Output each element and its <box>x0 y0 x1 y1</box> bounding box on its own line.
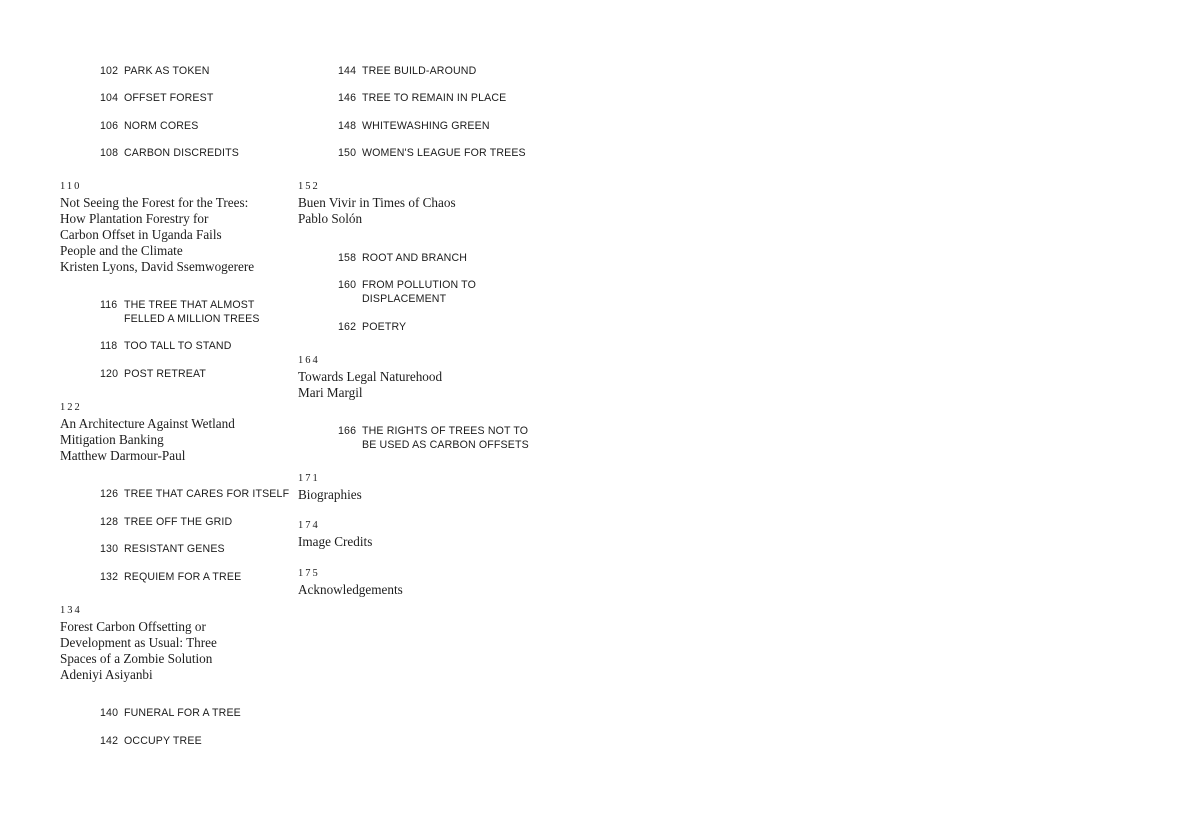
page-number: 166 <box>338 425 357 437</box>
toc-entry[interactable] <box>100 339 232 353</box>
toc-essay-entry[interactable] <box>298 354 442 401</box>
entry-title: PARK AS TOKEN <box>124 65 210 77</box>
page-number: 142 <box>100 735 119 747</box>
essay-title-line: People and the Climate <box>60 243 183 258</box>
page-number: 140 <box>100 707 119 719</box>
toc-entry[interactable] <box>100 487 289 501</box>
essay-title-line: Towards Legal Naturehood <box>298 369 443 384</box>
toc-entry[interactable] <box>100 64 210 78</box>
essay-title-line: Biographies <box>298 487 362 502</box>
essay-author: Kristen Lyons, David Ssemwogerere <box>60 259 255 274</box>
essay-title-line: Acknowledgements <box>298 582 403 597</box>
essay-page-number: 122 <box>60 402 82 413</box>
toc-essay-entry[interactable] <box>298 180 456 227</box>
page-number: 148 <box>338 120 357 132</box>
entry-title: ROOT AND BRANCH <box>362 252 468 264</box>
page-number: 130 <box>100 543 119 555</box>
entry-title: CARBON DISCREDITS <box>124 147 239 159</box>
toc-essay-entry[interactable] <box>298 472 362 503</box>
page-number: 150 <box>338 147 357 159</box>
page-number: 144 <box>338 65 357 77</box>
page-number: 120 <box>100 368 119 380</box>
essay-author: Matthew Darmour-Paul <box>60 448 186 463</box>
entry-title: NORM CORES <box>124 120 199 132</box>
entry-title: FROM POLLUTION TO DISPLACEMENT <box>362 279 476 305</box>
entry-title: TREE TO REMAIN IN PLACE <box>362 92 507 104</box>
toc-entry[interactable] <box>338 278 476 306</box>
essay-page-number: 171 <box>298 473 320 484</box>
essay-page-number: 164 <box>298 355 320 366</box>
essay-page-number: 152 <box>298 181 320 192</box>
entry-title: FUNERAL FOR A TREE <box>124 707 241 719</box>
page-number: 108 <box>100 147 119 159</box>
entry-title: POETRY <box>362 321 407 333</box>
toc-entry[interactable] <box>338 320 406 334</box>
essay-title-line: Mitigation Banking <box>60 432 164 447</box>
entry-title: TREE THAT CARES FOR ITSELF <box>124 488 290 500</box>
essay-page-number: 110 <box>60 181 82 192</box>
page-number: 132 <box>100 571 119 583</box>
toc-entry[interactable] <box>338 424 529 452</box>
toc-entry[interactable] <box>100 515 232 529</box>
essay-title-line: Spaces of a Zombie Solution <box>60 651 213 666</box>
toc-essay-entry[interactable] <box>298 519 372 550</box>
page-number: 160 <box>338 279 357 291</box>
page-number: 128 <box>100 516 119 528</box>
toc-entry[interactable] <box>100 367 206 381</box>
entry-title: REQUIEM FOR A TREE <box>124 571 242 583</box>
page-number: 146 <box>338 92 357 104</box>
toc-essay-entry[interactable] <box>60 401 235 464</box>
toc-entry[interactable] <box>100 298 260 326</box>
page-number: 162 <box>338 321 357 333</box>
page-number: 118 <box>100 340 118 352</box>
toc-entry[interactable] <box>338 91 506 105</box>
page-number: 106 <box>100 120 119 132</box>
essay-author: Adeniyi Asiyanbi <box>60 667 153 682</box>
entry-title: THE TREE THAT ALMOST FELLED A MILLION TREES <box>124 299 260 325</box>
page-number: 104 <box>100 92 119 104</box>
toc-essay-entry[interactable] <box>60 180 254 275</box>
entry-title: WHITEWASHING GREEN <box>362 120 490 132</box>
essay-title-line: Buen Vivir in Times of Chaos <box>298 195 456 210</box>
entry-title: TREE OFF THE GRID <box>124 516 233 528</box>
page-number: 158 <box>338 252 357 264</box>
page-number: 126 <box>100 488 119 500</box>
toc-entry[interactable] <box>100 570 241 584</box>
page-number: 116 <box>100 299 118 311</box>
toc-entry[interactable] <box>100 734 202 748</box>
entry-title: OCCUPY TREE <box>124 735 202 747</box>
essay-author: Mari Margil <box>298 385 363 400</box>
essay-author: Pablo Solón <box>298 211 363 226</box>
toc-entry[interactable] <box>338 64 476 78</box>
toc-entry[interactable] <box>100 119 198 133</box>
essay-page-number: 175 <box>298 568 320 579</box>
toc-entry[interactable] <box>100 91 213 105</box>
entry-title: THE RIGHTS OF TREES NOT TO BE USED AS CARBON OFFSETS <box>362 425 529 451</box>
toc-essay-entry[interactable] <box>298 567 403 598</box>
entry-title: POST RETREAT <box>124 368 207 380</box>
toc-essay-entry[interactable] <box>60 604 217 683</box>
essay-title-line: Carbon Offset in Uganda Fails <box>60 227 222 242</box>
toc-entry[interactable] <box>338 146 526 160</box>
toc-entry[interactable] <box>100 706 241 720</box>
entry-title: OFFSET FOREST <box>124 92 214 104</box>
toc-entry[interactable] <box>100 542 225 556</box>
toc-entry[interactable] <box>100 146 239 160</box>
essay-title-line: An Architecture Against Wetland <box>60 416 235 431</box>
toc-entry[interactable] <box>338 251 467 265</box>
entry-title: TOO TALL TO STAND <box>124 340 232 352</box>
entry-title: TREE BUILD-AROUND <box>362 65 477 77</box>
page-number: 102 <box>100 65 119 77</box>
essay-page-number: 174 <box>298 520 320 531</box>
essay-title-line: How Plantation Forestry for <box>60 211 209 226</box>
toc-entry[interactable] <box>338 119 490 133</box>
entry-title: RESISTANT GENES <box>124 543 225 555</box>
essay-title-line: Image Credits <box>298 534 373 549</box>
essay-title-line: Development as Usual: Three <box>60 635 217 650</box>
essay-title-line: Not Seeing the Forest for the Trees: <box>60 195 249 210</box>
essay-title-line: Forest Carbon Offsetting or <box>60 619 206 634</box>
entry-title: WOMEN'S LEAGUE FOR TREES <box>362 147 526 159</box>
essay-page-number: 134 <box>60 605 82 616</box>
